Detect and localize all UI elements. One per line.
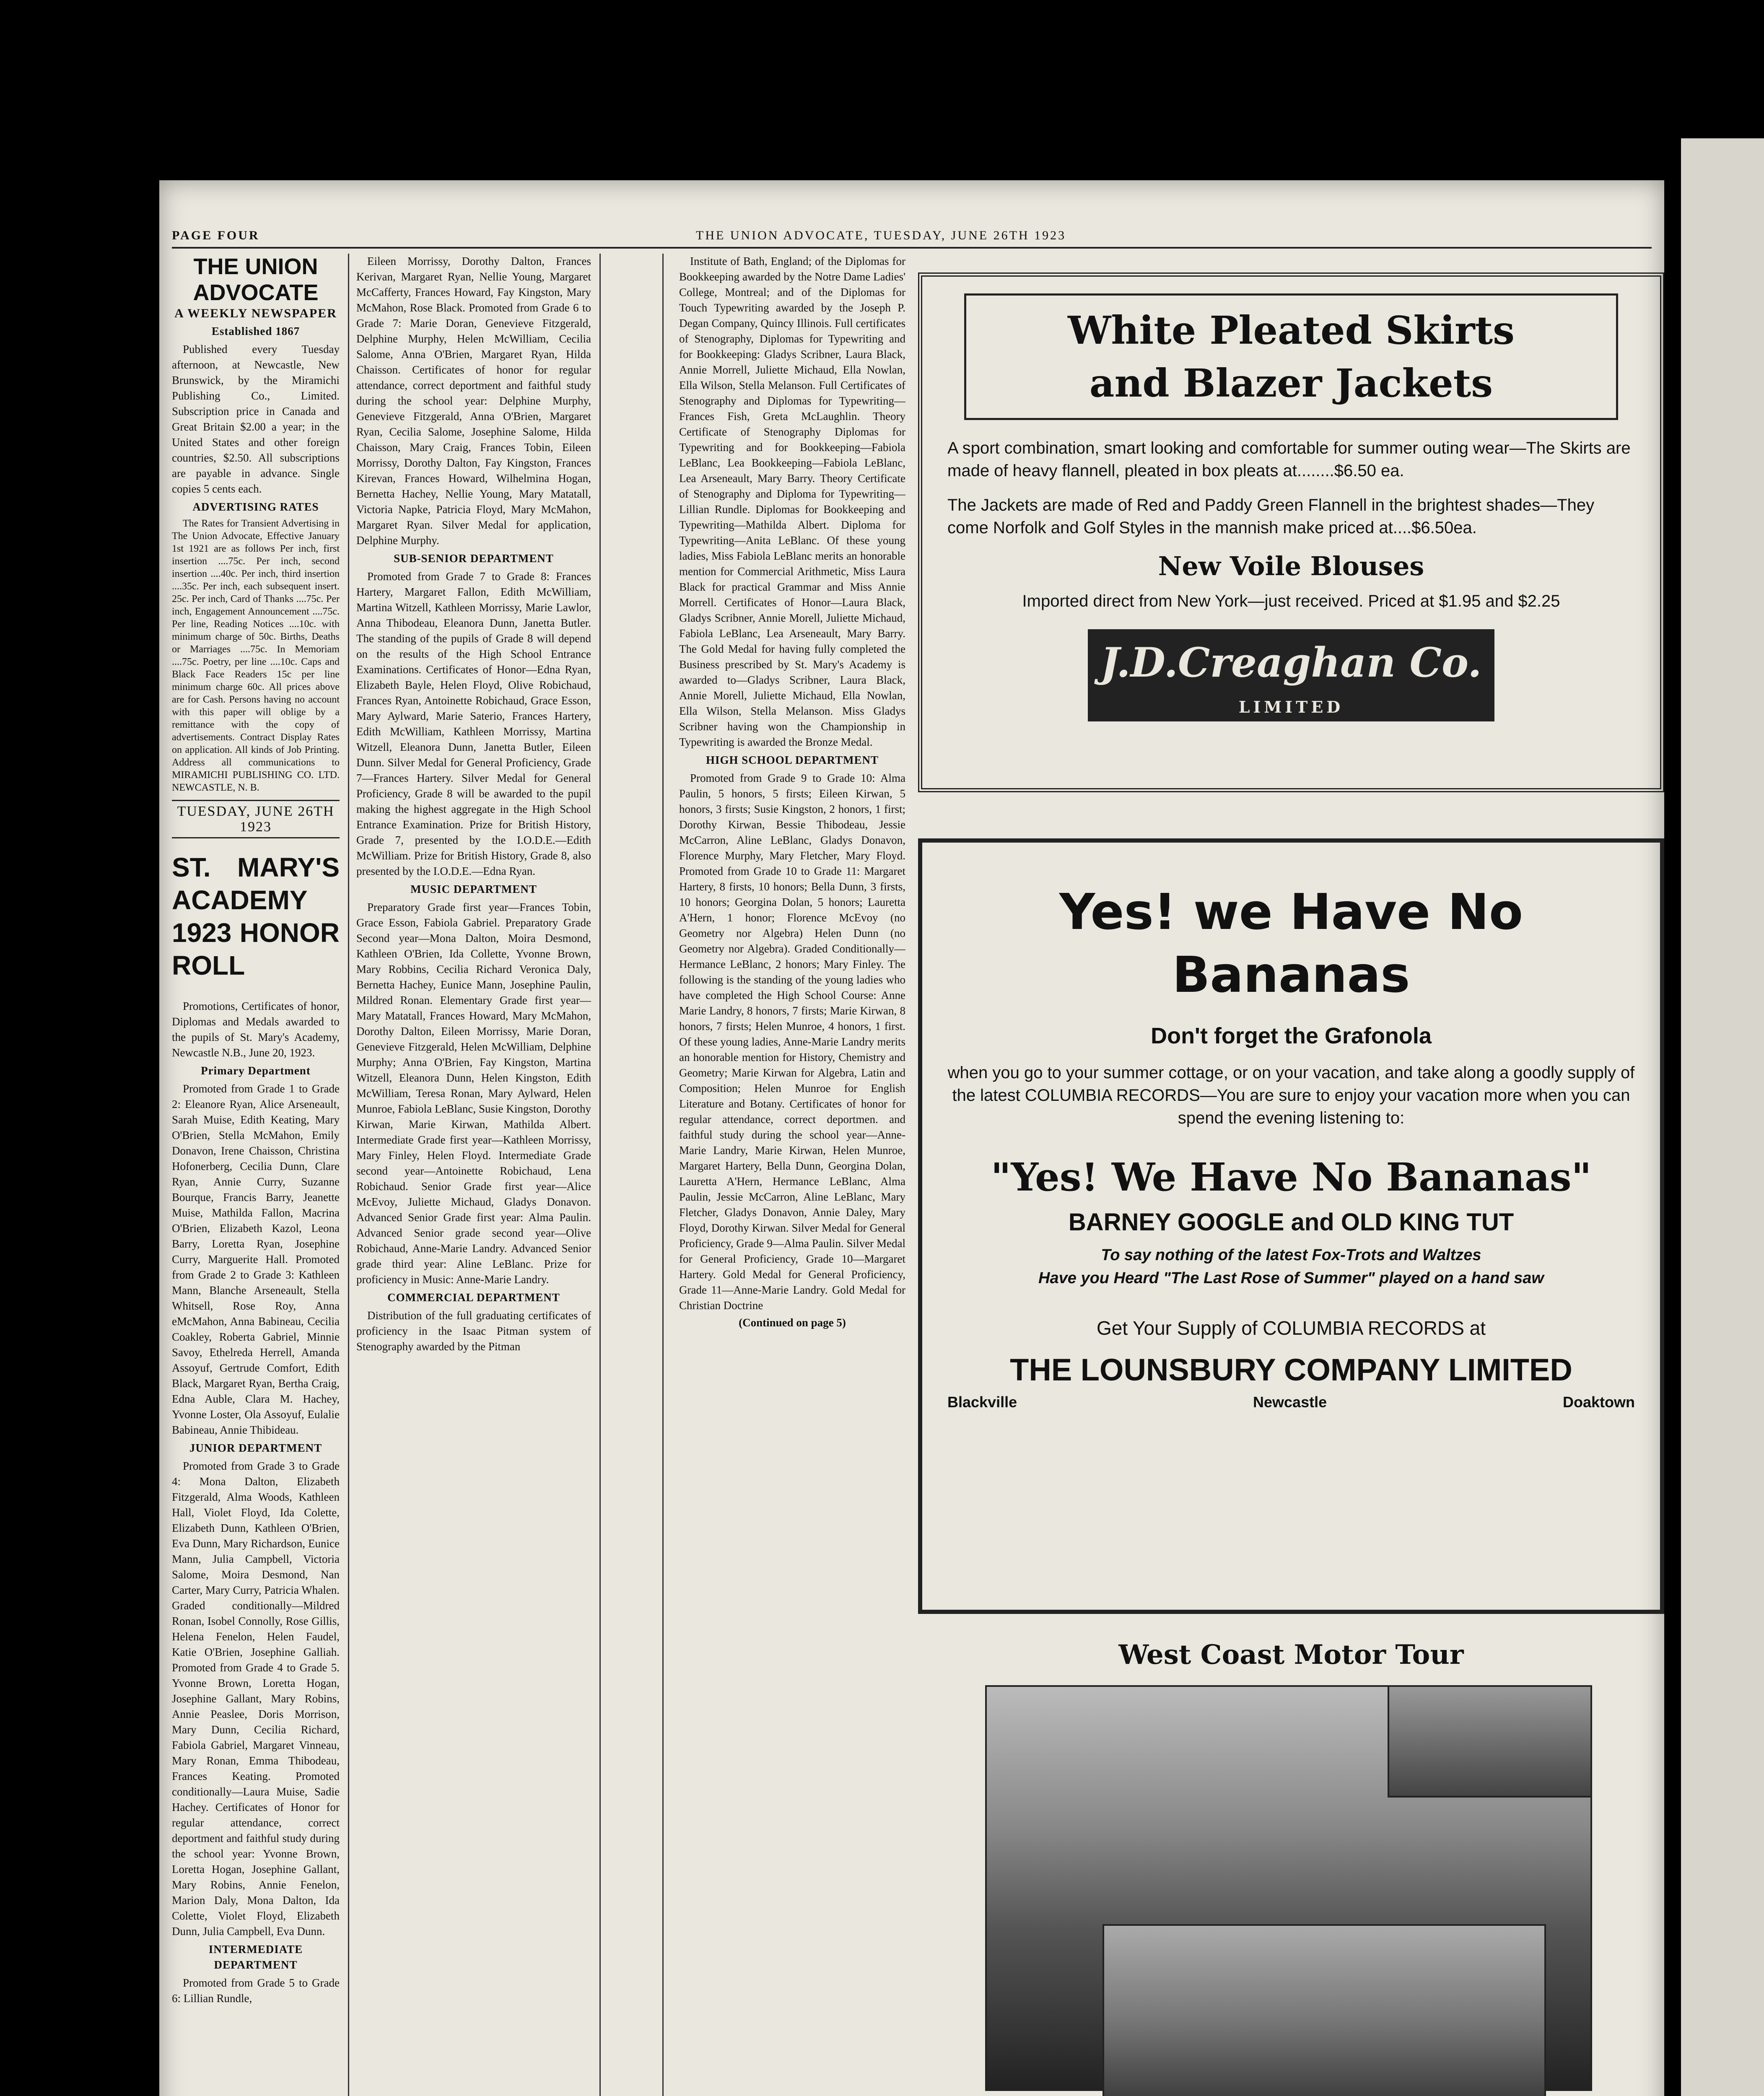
skirts-headline-line1: White Pleated Skirts bbox=[1068, 308, 1515, 353]
masthead-title: THE UNION ADVOCATE bbox=[193, 254, 319, 305]
foxtrots-line: To say nothing of the latest Fox-Trots and Waltzes bbox=[1101, 1246, 1481, 1264]
skirts-headline-line2: and Blazer Jackets bbox=[1089, 361, 1493, 406]
column-3 bbox=[679, 254, 905, 2096]
skirts-headline bbox=[964, 293, 1618, 420]
column-2 bbox=[356, 254, 591, 2096]
commercial-department-heading: COMMERCIAL DEPARTMENT bbox=[387, 1291, 560, 1304]
column-rule bbox=[662, 254, 664, 2096]
dateline: TUESDAY, JUNE 26TH 1923 bbox=[172, 800, 340, 838]
town-blackville: Blackville bbox=[947, 1393, 1017, 1411]
voile-text: Imported direct from New York—just received. Priced at $1.95 and $2.25 bbox=[1022, 592, 1560, 610]
article-col2-text: Eileen Morrissy, Dorothy Dalton, Frances Kerivan, Margaret Ryan, Nellie Young, Margaret McCafferty, Frances Howard, Fay Kingston, Mary McMahon, Rose Black. Promoted from Grade 6 to Grade 7: Marie Doran, Genevieve Fitzgerald, Delphine Murphy, Helen McWilliam, Cecilia Salome, Anna O'Brien, Margaret Ryan, Hilda Chaisson. Certificates of honor for regular attendance, correct deportment and faithful study during the school year: Delphine Murphy, Genevieve Fitzgerald, Anna O'Brien, Margaret Ryan, Cecilia Salome, Josephine Salome, Hilda Chaisson, Mary Craig, Frances Tobin, Eileen Morrissy, Dorothy Dalton, Fay Kingston, Frances Kirevan, Frances Howard, Wilhelmina Hogan, Bernetta Hachey, Nellie Young, Mary Matatall, Victoria Napke, Patricia Floyd, Mary McMahon, Margaret Ryan. Silver Medal for application, Delphine Murphy. bbox=[356, 255, 591, 547]
bananas-headline: Yes! we Have No Bananas bbox=[1059, 883, 1523, 1004]
tour-title: West Coast Motor Tour bbox=[1118, 1639, 1464, 1671]
article-title: ST. MARY'S ACADEMY 1923 HONOR ROLL bbox=[172, 852, 340, 981]
voile-heading: New Voile Blouses bbox=[1158, 551, 1424, 581]
intermediate-department-heading: INTERMEDIATE DEPARTMENT bbox=[208, 1943, 303, 1971]
article-col2d-text: Distribution of the full graduating certificates of proficiency in the Isaac Pitman system of Stenography awarded by the Pitman bbox=[356, 1309, 591, 1353]
bananas-body: when you go to your summer cottage, or on your vacation, and take along a goodly supply of the latest COLUMBIA RECORDS—You are sure to enjoy your vacation more when you can spend the evening listening to: bbox=[947, 1064, 1635, 1127]
article-col1b-text: Promoted from Grade 3 to Grade 4: Mona Dalton, Elizabeth Fitzgerald, Alma Woods, Kathleen Hall, Violet Floyd, Ida Colette, Elizabeth Dunn, Kathleen O'Brien, Eva Dunn, Mary Richardson, Eunice Mann, Julia Campbell, Victoria Salome, Moira Desmond, Nan Carter, Mary Curry, Patricia Whalen. Graded conditionally—Mildred Ronan, Isobel Connolly, Rose Gillis, Helena Fenelon, Helen Faudel, Katie O'Brien, Josephine Galliah. Promoted from Grade 4 to Grade 5. Yvonne Brown, Loretta Hogan, Josephine Gallant, Mary Robins, Annie Peaslee, Doris Morrison, Mary Dunn, Cecilia Richard, Fabiola Gabriel, Margaret Vinneau, Mary Ronan, Emma Thibodeau, Frances Keating. Promoted conditionally—Laura Muise, Sadie Hachey. Certificates of Honor for regular attendance, correct deportment and faithful study during the school year: Yvonne Brown, Loretta Hogan, Josephine Gallant, Mary Robins, Annie Fenelon, Marion Daly, Mona Dalton, Ida Colette, Violet Floyd, Elizabeth Dunn, Julia Campbell, Eva Dunn. bbox=[172, 1460, 340, 1938]
skirts-paragraph-2: The Jackets are made of Red and Paddy Green Flannell in the brightest shades—They come Norfolk and Golf Styles in the mannish make priced at....$6.50ea. bbox=[947, 496, 1595, 537]
rates-body: The Rates for Transient Advertising in The Union Advocate, Effective January 1st 1921 are as follows Per inch, first insertion ....75c. Per inch, second insertion ....40c. Per inch, third insertion ....35c. Per inch, each subsequent insert. 25c. Per inch, Card of Thanks ....75c. Per inch, Engagement Announcement ....75c. Per line, Reading Notices ....10c. with minimum charge of 50c. Births, Deaths or Marriages ....75c. In Memoriam ....75c. Poetry, per line ....10c. Caps and Black Face Readers 15c per line minimum charge 60c. All prices above are for Cash. Persons having no account with this paper will oblige by a remittance with the copy of advertisements. Contract Display Rates on application. All kinds of Job Printing. Address all communications to MIRAMICHI PUBLISHING CO. LTD. NEWCASTLE, N. B. bbox=[172, 518, 340, 793]
article-col2b-text: Promoted from Grade 7 to Grade 8: Frances Hartery, Margaret Fallon, Edith McWilliam, Martina Witzell, Kathleen Morrissy, Marie Lawlor, Anna Thibodeau, Eleanora Dunn, Janetta Butler. The standing of the pupils of Grade 8 will depend on the results of the High School Entrance Examinations. Certificates of Honor—Edna Ryan, Elizabeth Bayle, Helen Floyd, Olive Robichaud, Frances Ryan, Antoinette Robichaud, Grace Esson, Mary Aylward, Marie Saterio, Frances Hartery, Edith McWilliam, Kathleen Morrissy, Martina Witzell, Eleanora Dunn, Janetta Butler, Eileen Dunn. Silver Medal for General Proficiency, Grade 7—Frances Hartery. Silver Medal for General Proficiency, Grade 8 will be awarded to the pupil making the highest aggregate in the High School Entrance Examination. Prize for British History, Grade 7, presented by the I.O.D.E.—Edith McWilliam. Prize for British History, Grade 8, also presented by the I.O.D.E.—Edna Ryan. bbox=[356, 570, 591, 877]
town-newcastle: Newcastle bbox=[1253, 1393, 1327, 1411]
article-col2c-text: Preparatory Grade first year—Frances Tobin, Grace Esson, Fabiola Gabriel. Preparatory Grade Second year—Mona Dalton, Moira Desmond, Kathleen O'Brien, Ida Collette, Yvonne Brown, Mary Robbins, Cecilia Richard Veronica Daly, Bernetta Hachey, Eunice Mann, Josephine Paulin, Mildred Ronan. Elementary Grade first year—Mary Matatall, Frances Howard, Mary McMahon, Dorothy Dalton, Eileen Morrissy, Marie Doran, Genevieve Fitzgerald, Helen McWilliam, Delphine Murphy; Anna O'Brien, Fay Kingston, Martina Witzell, Eleanora Dunn, Helen Kingston, Edith McWilliam, Teresa Ronan, Mary Aylward, Helen Munroe, Fabiola LeBlanc, Susie Kingston, Dorothy Kirwan, Marie Kirwan, Mathilda Albert. Intermediate Grade first year—Kathleen Morrissy, Mary Finley, Helen Floyd. Intermediate Grade second year—Antoinette Robichaud, Lena Robichaud. Senior Grade first year—Alice McEvoy, Juliette Michaud, Gladys Donavon. Advanced Senior Grade first year: Alma Paulin. Advanced Senior grade second year—Olive Robichaud, Anne-Marie Landry. Advanced Senior grade third year: Aline LeBlanc. Prize for proficiency in Music: Anne-Marie Landry. bbox=[356, 901, 591, 1286]
music-department-heading: MUSIC DEPARTMENT bbox=[410, 883, 537, 895]
masthead-body: Published every Tuesday afternoon, at Newcastle, New Brunswick, by the Miramichi Publishing Co., Limited. Subscription price in Canada and Great Britain $2.00 a year; in the United States and other foreign countries, $2.50. All subscriptions are payable in advance. Single copies 5 cents each. bbox=[172, 343, 340, 495]
header-title: THE UNION ADVOCATE, TUESDAY, JUNE 26TH 1923 bbox=[696, 228, 1066, 242]
skirts-paragraph-1: A sport combination, smart looking and comfortable for summer outing wear—The Skirts are made of heavy flannell, pleated in box pleats at........$6.50 ea. bbox=[947, 439, 1631, 480]
sub-senior-heading: SUB-SENIOR DEPARTMENT bbox=[394, 552, 554, 565]
supply-line: Get Your Supply of COLUMBIA RECORDS at bbox=[1096, 1317, 1486, 1339]
motor-princess-photo bbox=[1102, 1924, 1546, 2096]
creaghan-logo bbox=[1088, 629, 1494, 721]
creaghan-logo-limited: LIMITED bbox=[1238, 698, 1344, 716]
lounsbury-company: THE LOUNSBURY COMPANY LIMITED bbox=[1010, 1352, 1572, 1387]
skirts-advertisement bbox=[918, 272, 1664, 792]
last-rose-line: Have you Heard "The Last Rose of Summer" played on a hand saw bbox=[1038, 1269, 1544, 1287]
song-titles-2: BARNEY GOOGLE and OLD KING TUT bbox=[1068, 1209, 1514, 1236]
junior-department-heading: JUNIOR DEPARTMENT bbox=[189, 1442, 322, 1454]
article-intro: Promotions, Certificates of honor, Diplomas and Medals awarded to the pupils of St. Mary's Academy, Newcastle N.B., June 20, 1923. bbox=[172, 1000, 340, 1059]
song-title: "Yes! We Have No Bananas" bbox=[991, 1154, 1592, 1200]
town-doaktown: Doaktown bbox=[1562, 1393, 1635, 1411]
continued-note: (Continued on page 5) bbox=[739, 1316, 846, 1329]
masthead-established: Established 1867 bbox=[211, 325, 300, 337]
page-number: PAGE FOUR bbox=[172, 228, 260, 242]
article-col3-text: Institute of Bath, England; of the Diplomas for Bookkeeping awarded by the Notre Dame Ladies' College, Montreal; and of the Diplomas for Touch Typewriting awarded by the Joseph P. Degan Company, Quincy Illinois. Full certificates of Stenography, Diplomas for Typewriting and for Bookkeeping: Gladys Scribner, Laura Black, Annie Morrell, Juliette Michaud, Ella Nowlan, Ella Wilson, Stella Melanson. Full Certificates of Stenography and Diplomas for Typewriting—Frances Fish, Greta McLaughlin. Theory Certificate of Stenography Diplomas for Typewriting and for Bookkeeping—Fabiola LeBlanc, Lea Bookkeeping—Fabiola LeBlanc, Lea Arseneault, Mary Barry. Theory Certificate of Stenography and Diploma for Typewriting—Lillian Rundle. Diplomas for Bookkeeping and Typewriting—Mathilda Albert. Diploma for Typewriting—Anita LeBlanc. Of these young ladies, Miss Fabiola LeBlanc merits an honorable mention for Commercial Arithmetic, Miss Laura Black for practical Grammar and Miss Annie Morrell. Certificates of Honor—Laura Black, Gladys Scribner, Annie Morell, Juliette Michaud, Fabiola LeBlanc, Lea Arseneault, Mary Barry. The Gold Medal for having fully completed the Business prescribed by St. Mary's Academy is awarded to—Gladys Scribner, Laura Black, Annie Morell, Juliette Michaud, Ella Nowlan, Ella Wilson, Stella Melanson. Miss Gladys Scribner having won the Championship in Typewriting is awarded the Bronze Medal. bbox=[679, 255, 905, 748]
primary-department-heading: Primary Department bbox=[201, 1064, 311, 1077]
motor-tour-article bbox=[918, 1631, 1664, 2096]
article-col1c-text: Promoted from Grade 5 to Grade 6: Lillian Rundle, bbox=[172, 1977, 340, 2005]
grafonola-line: Don't forget the Grafonola bbox=[1151, 1023, 1432, 1048]
dance-floor-photo bbox=[1388, 1685, 1592, 1798]
newspaper-page bbox=[159, 180, 1664, 2096]
masthead-subtitle: A WEEKLY NEWSPAPER bbox=[174, 306, 337, 320]
article-col3b-text: Promoted from Grade 9 to Grade 10: Alma Paulin, 5 honors, 5 firsts; Eileen Kirwan, 5 honors, 3 firsts; Susie Kingston, 2 honors, 1 first; Dorothy Kirwan, Bessie Thibodeau, Jessie McCarron, Aline LeBlanc, Gladys Donavon, Florence Murphy, Mary Fletcher, Mary Floyd. Promoted from Grade 10 to Grade 11: Margaret Hartery, 8 firsts, 10 honors; Bella Dunn, 3 firsts, 10 honors; Georgina Dolan, 5 honors; Lauretta A'Hern, 1 honor; Florence McEvoy (no Geometry nor Algebra) Helen Dunn (no Geometry nor Algebra). Graded Conditionally—Hermance LeBlanc, 2 honors; Mary Finley. The following is the standing of the young ladies who have completed the High School Course: Anne Marie Landry, 8 honors, 7 firsts; Marie Kirwan, 8 honors, 7 firsts; Helen Munroe, 4 honors, 1 first. Of these young ladies, Anne-Marie Landry merits an honorable mention for History, Chemistry and Geometry; Marie Kirwan for Algebra, Latin and Composition; Helen Munroe for English Literature and Botany. Certificates of honor for regular attendance, correct deportmen. and faithful study during the school year—Anne-Marie Landry, Marie Kirwan, Helen Munroe, Margaret Hartery, Bella Dunn, Georgina Dolan, Lauretta A'Hern, Hermance LeBlanc, Alma Paulin, Jessie McCarron, Aline LeBlanc, Mary Fletcher, Gladys Donavon, Annie Daley, Mary Floyd, Dorothy Kirwan. Silver Medal for General Proficiency, Grade 9—Alma Paulin. Silver Medal for General Proficiency, Grade 10—Margaret Hartery. Gold Medal for General Proficiency, Grade 11—Anne-Marie Landry. Gold Medal for Christian Doctrine bbox=[679, 772, 905, 1312]
column-rule bbox=[599, 254, 601, 2096]
high-school-heading: HIGH SCHOOL DEPARTMENT bbox=[706, 754, 879, 766]
running-header bbox=[172, 228, 1652, 249]
towns-row bbox=[947, 1393, 1635, 1411]
article-col1-text: Promoted from Grade 1 to Grade 2: Eleanore Ryan, Alice Arseneault, Sarah Muise, Edith Keating, Mary O'Brien, Stella McMahon, Emily Donavon, Irene Chaisson, Christina Hofonerberg, Cecilia Dunn, Clare Ryan, Annie Curry, Suzanne Bourque, Francis Barry, Jeanette Muise, Mathilda Fallon, Macrina O'Brien, Elizabeth Kazol, Leona Barry, Loretta Ryan, Josephine Curry, Marguerite Hall. Promoted from Grade 2 to Grade 3: Kathleen Mann, Blanche Arseneault, Stella Whitsell, Rose Roy, Anna eMcMahon, Anna Babineau, Cecilia Coakley, Roberta Gabriel, Minnie Savoy, Ethelreda Herrell, Amanda Assoyuf, Gertrude Comfort, Edith Black, Margaret Ryan, Bertha Craig, Edna Auble, Clara M. Hachey, Yvonne Loster, Ola Assoyuf, Eulalie Babineau, Annie Thibideau. bbox=[172, 1082, 340, 1436]
bananas-advertisement bbox=[918, 838, 1664, 1614]
adjacent-page-edge bbox=[1681, 138, 1764, 2096]
column-rule bbox=[348, 254, 349, 2096]
rates-heading: ADVERTISING RATES bbox=[192, 501, 319, 513]
column-1 bbox=[172, 254, 340, 2096]
creaghan-logo-text: J.D.Creaghan Co. bbox=[1100, 639, 1482, 686]
